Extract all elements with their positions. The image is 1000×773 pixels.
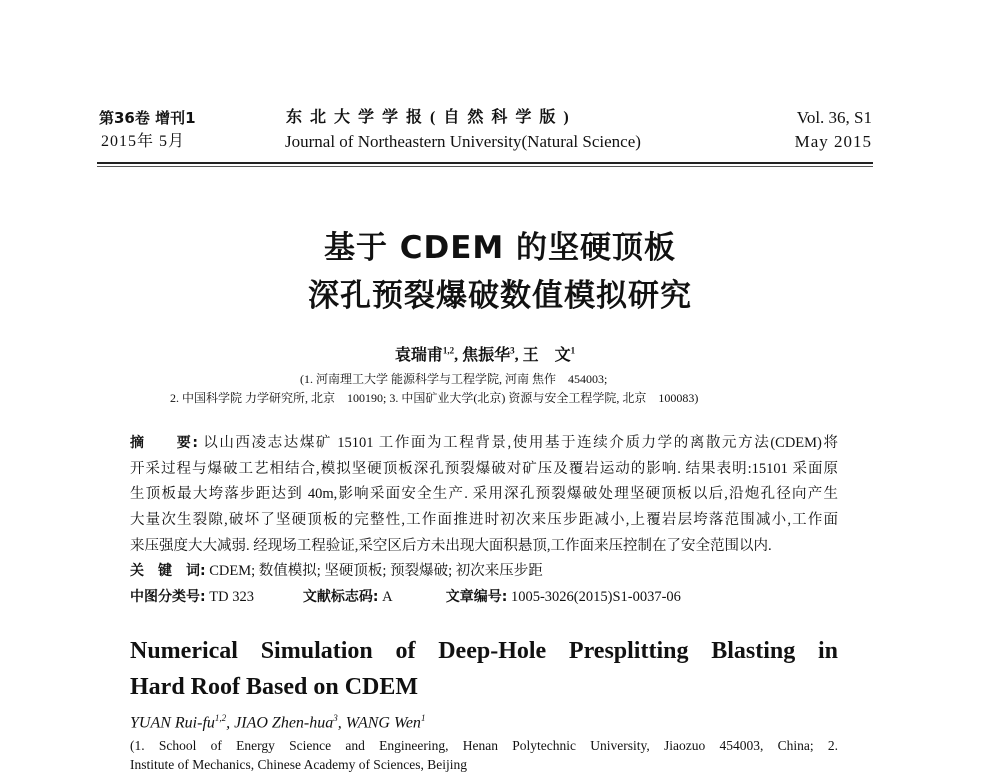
keywords-label: 关 键 词: bbox=[130, 563, 206, 579]
abstract-line: 大量次生裂隙,破坏了坚硬顶板的完整性,工作面推进时初次来压步距减小,上覆岩层垮落范围减小,工作面 bbox=[130, 512, 838, 528]
author-name: 焦振华 bbox=[462, 347, 511, 364]
abstract-line: 开采过程与爆破工艺相结合,模拟坚硬顶板深孔预裂爆破对矿压及覆岩运动的影响. 结果表明:15101 采面原 bbox=[130, 461, 838, 477]
header-rule-thin bbox=[97, 166, 873, 167]
title-cn-line-2: 深孔预裂爆破数值模拟研究 bbox=[308, 278, 692, 314]
authors-en: YUAN Rui-fu$^{1,2}$, JIAO Zhen-hua$^3$, WANG Wen$^1$ bbox=[130, 713, 426, 732]
clc-value: TD 323 bbox=[209, 589, 254, 605]
keywords bbox=[130, 559, 838, 585]
journal-cn: 东 北 大 学 学 报 ( 自 然 科 学 版 ) bbox=[286, 109, 569, 126]
affiliation-cn-1: (1. 河南理工大学 能源科学与工程学院, 河南 焦作 454003; bbox=[300, 372, 608, 386]
author-given: Wen bbox=[393, 714, 421, 732]
article-number-value: 1005-3026(2015)S1-0037-06 bbox=[510, 589, 681, 605]
affiliation-en: (1. School of Energy Science and Engineering, Henan Polytechnic University, Jiaozuo 454003, China; 2. bbox=[130, 738, 838, 753]
author-sup: 1 bbox=[570, 345, 576, 356]
volume-cn: 第36卷 增刊1 bbox=[99, 109, 196, 127]
author-name: 王 文 bbox=[522, 347, 571, 364]
affiliation-cn-2: 2. 中国科学院 力学研究所, 北京 100190; 3. 中国矿业大学(北京) 资源与安全工程学院, 北京 100083) bbox=[170, 391, 699, 405]
abstract-label: 摘 要: bbox=[130, 435, 198, 451]
doc-label: 文献标志码: bbox=[302, 589, 379, 605]
header-rule bbox=[97, 162, 873, 164]
abstract-line: 生顶板最大垮落步距达到 40m,影响采面安全生产. 采用深孔预裂爆破处理坚硬顶板以后,沿炮孔径向产生 bbox=[130, 486, 838, 502]
title-en-line-2: Hard Roof Based on CDEM bbox=[130, 674, 419, 700]
journal-en: Journal of Northeastern University(Natural Science) bbox=[285, 132, 641, 151]
abstract-line: 以山西凌志达煤矿 15101 工作面为工程背景,使用基于连续介质力学的离散元方法(CDEM)将 bbox=[203, 435, 838, 451]
title-cn-line-1: 基于 CDEM 的坚硬顶板 bbox=[323, 230, 677, 266]
author-sup: 1,2 bbox=[442, 345, 455, 356]
volume-en: Vol. 36, S1 bbox=[796, 108, 872, 127]
clc-label: 中图分类号: bbox=[130, 589, 206, 605]
author-sup: 3 bbox=[510, 345, 515, 356]
author-given: Zhen-hua bbox=[271, 714, 334, 732]
authors-cn: 袁瑞甫$^{1,2}$, 焦振华$^3$, 王 文$^1$ bbox=[394, 345, 576, 364]
author-sup: 3 bbox=[333, 713, 338, 723]
date-en: May 2015 bbox=[794, 132, 872, 151]
author-surname: JIAO bbox=[234, 714, 268, 732]
author-sup: 1,2 bbox=[214, 713, 227, 723]
author-surname: WANG bbox=[345, 714, 390, 732]
author-sup: 1 bbox=[420, 713, 426, 723]
date-cn: 2015年 5月 bbox=[101, 133, 186, 150]
classification bbox=[130, 585, 838, 611]
author-surname: YUAN bbox=[130, 714, 171, 732]
title-en-line-1: Numerical Simulation of Deep-Hole Presplitting Blasting in bbox=[130, 638, 838, 664]
affiliation-en-cut: Institute of Mechanics, Chinese Academy of Sciences, Beijing bbox=[130, 757, 468, 772]
abstract-line: 来压强度大大减弱. 经现场工程验证,采空区后方未出现大面积悬顶,工作面来压控制在了安全范围以内. bbox=[130, 538, 772, 554]
keywords-value: CDEM; 数值模拟; 坚硬顶板; 预裂爆破; 初次来压步距 bbox=[209, 563, 543, 579]
doc-value: A bbox=[382, 589, 393, 605]
author-name: 袁瑞甫 bbox=[394, 347, 443, 364]
author-given: Rui-fu bbox=[174, 714, 215, 732]
article-number-label: 文章编号: bbox=[445, 589, 508, 605]
